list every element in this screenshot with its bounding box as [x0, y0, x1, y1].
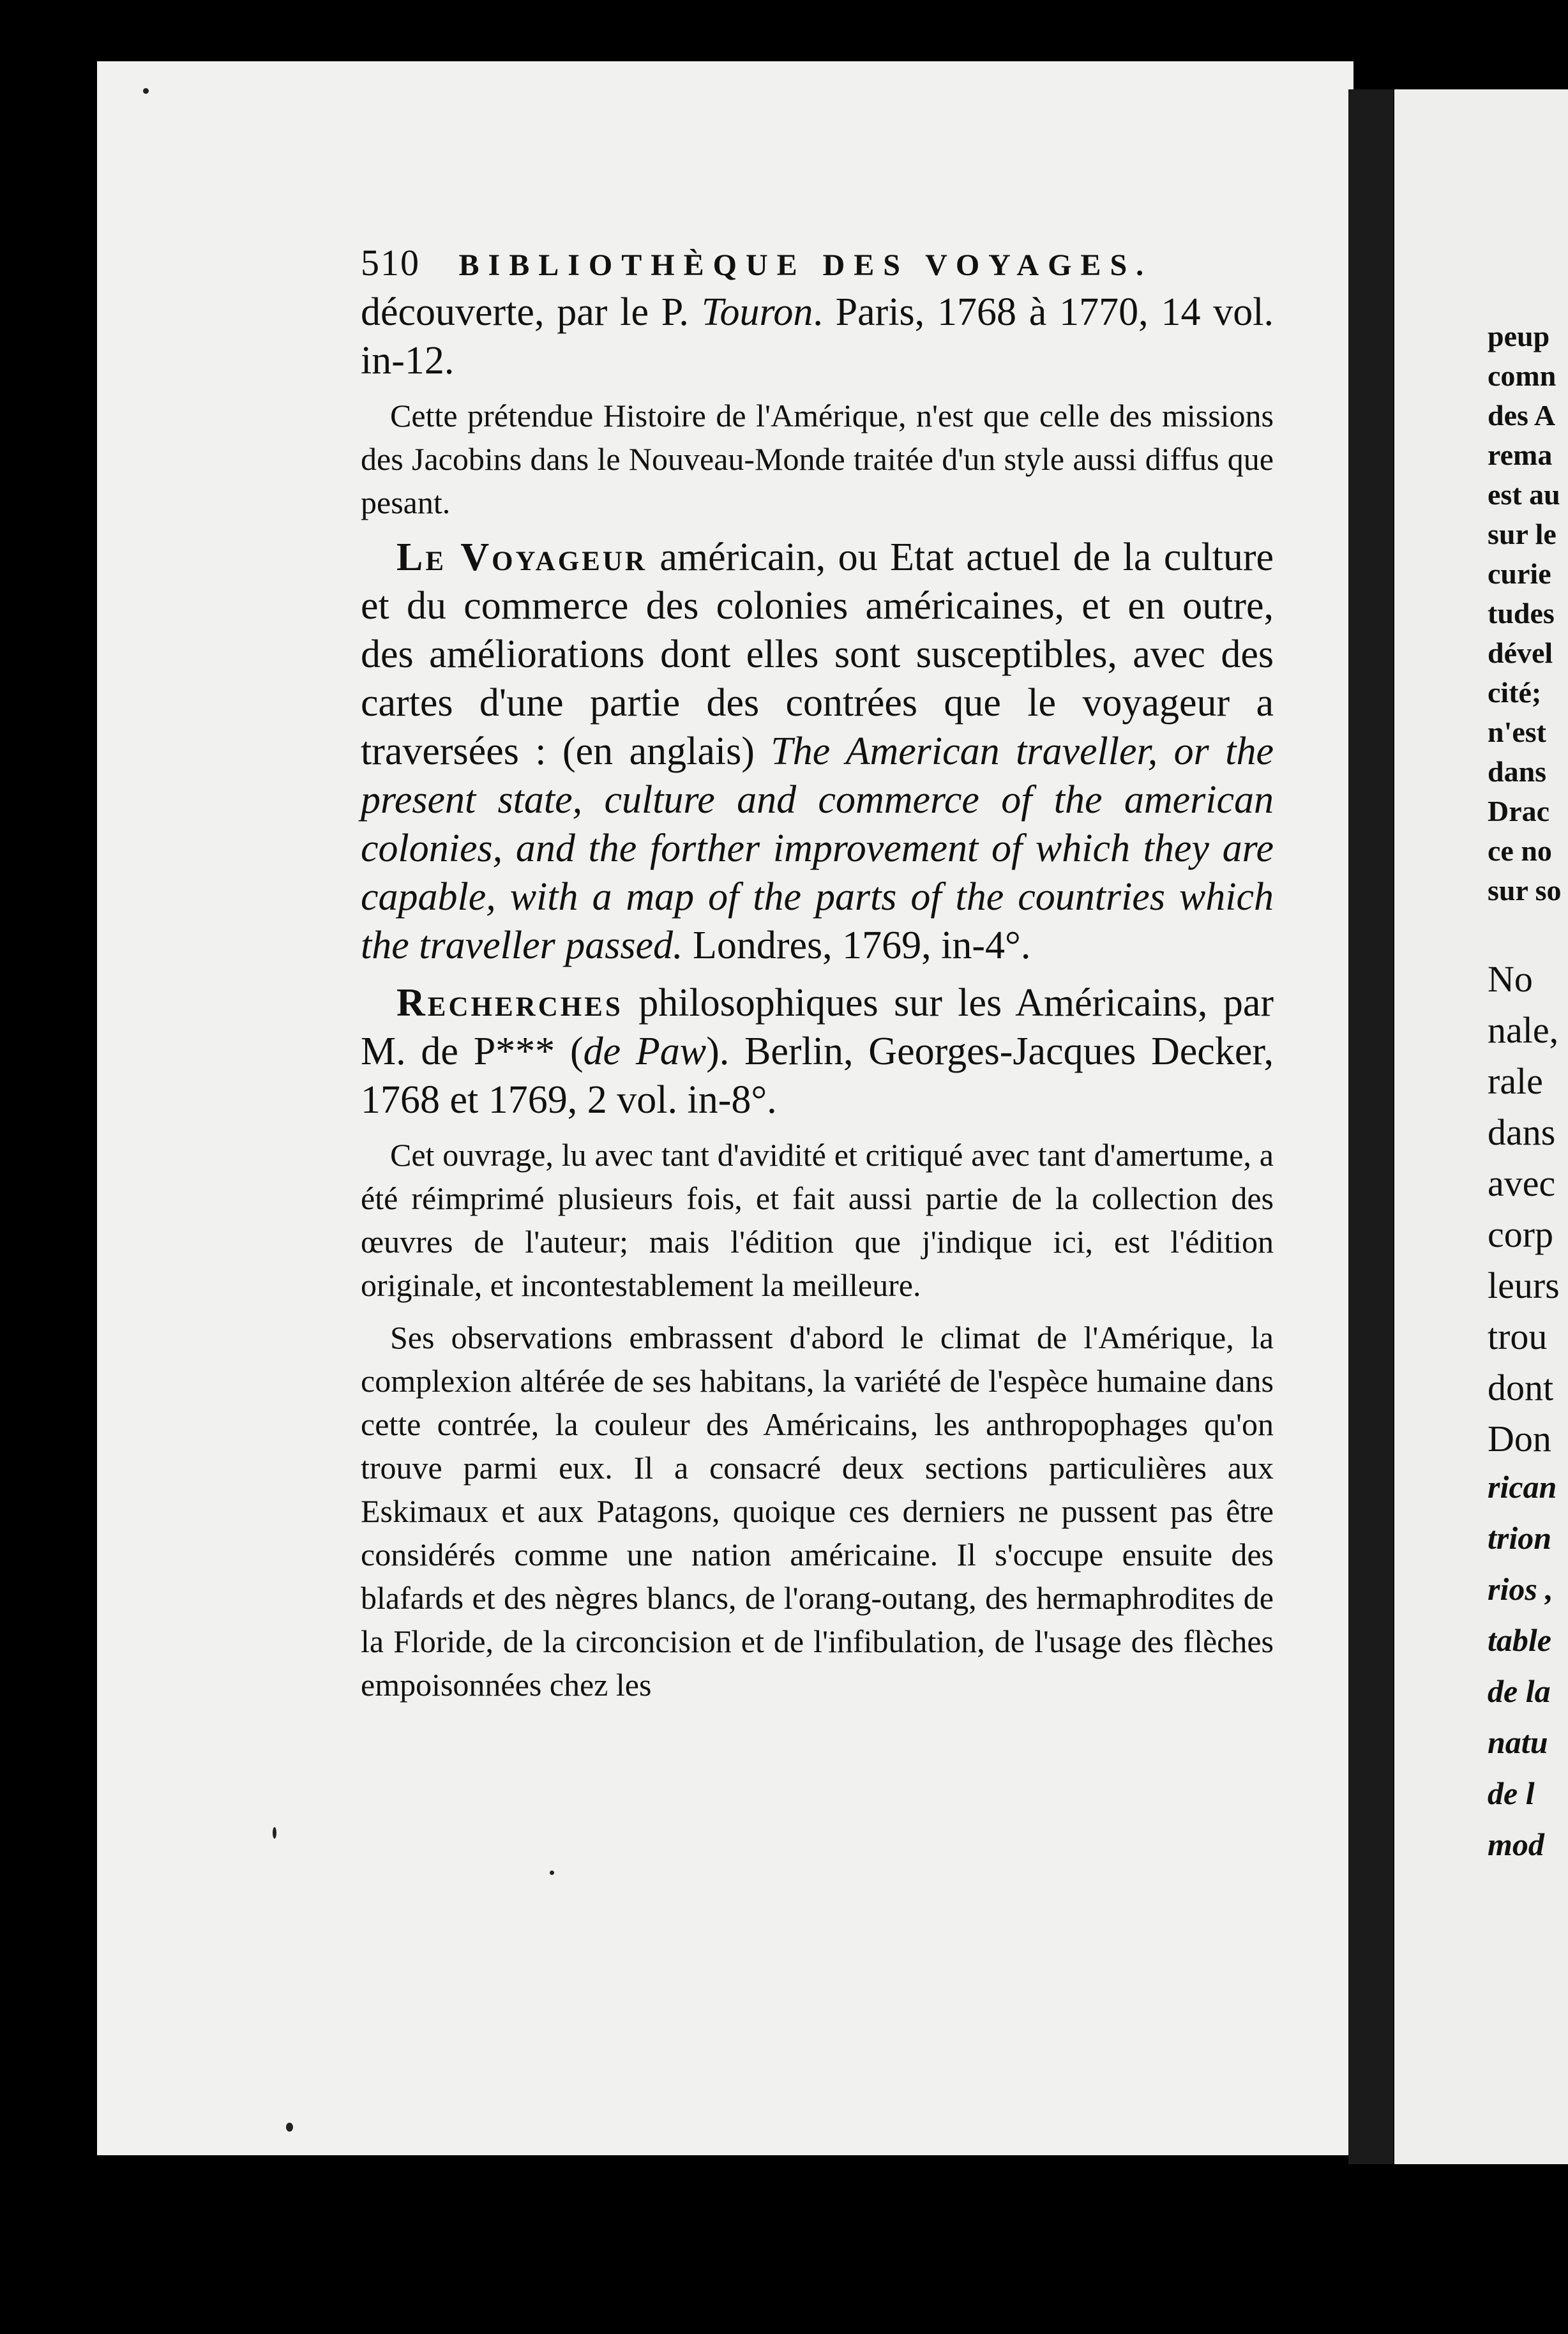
facing-fragment: Drac — [1488, 795, 1550, 827]
bibliography-entry: Le Voyageur américain, ou Etat actuel de la culture et du commerce des colonies américaines, et en outre, des améliorations dont elles sont susceptibles, avec des cartes d'une partie des contrées que le voyageur a traversées : (en anglais) The American traveller, or the present state, culture and commerce of the american colonies, and the forther improvement of which they are capable, with a map of the parts of the countries which the traveller passed. Londres, 1769, in-4°. — [361, 536, 1274, 967]
facing-fragment: sur le — [1488, 518, 1557, 550]
facing-fragment: natu — [1488, 1724, 1548, 1760]
facing-fragment: avec — [1488, 1163, 1556, 1204]
facing-fragment: dével — [1488, 636, 1553, 669]
annotation-note: Cette prétendue Histoire de l'Amérique, n'est que celle des missions des Jacobins dans le Nouveau-Monde traitée d'un style aussi diffus que pesant. — [361, 398, 1274, 520]
facing-fragment: corp — [1488, 1214, 1554, 1255]
facing-fragment: rale — [1488, 1060, 1543, 1102]
facing-fragment: Don — [1488, 1418, 1551, 1459]
page-body — [361, 241, 1274, 1715]
facing-fragment: dans — [1488, 1111, 1556, 1153]
facing-fragment: rican — [1488, 1469, 1557, 1505]
facing-fragment: sur so — [1488, 874, 1562, 907]
annotation-note: Ses observations embrassent d'abord le climat de l'Amérique, la complexion altérée de ses habitans, la variété de l'espèce humaine dans cette contrée, la couleur des Américains, les anthropophages qu'on trouve parmi eux. Il a consacré deux sections particulières aux Eskimaux et aux Patagons, quoique ces derniers ne pussent pas être considérés comme une nation américaine. Il s'occupe ensuite des blafards et des nègres blancs, de l'orang-outang, des hermaphrodites de la Floride, de la circoncision et de l'infibulation, de l'usage des flèches empoisonnées chez les — [361, 1320, 1274, 1703]
book-gutter — [1348, 89, 1393, 2164]
facing-fragment: curie — [1488, 557, 1551, 590]
speck — [550, 1871, 554, 1875]
entry-lead: Le Voyageur — [396, 536, 647, 579]
speck — [143, 88, 149, 94]
bibliography-entry: Recherches philosophiques sur les Américains, par M. de P*** (de Paw). Berlin, Georges-Jacques Decker, 1768 et 1769, 2 vol. in-8°. — [361, 981, 1274, 1122]
facing-fragment: nale, — [1488, 1009, 1559, 1051]
facing-fragment: No — [1488, 958, 1533, 1000]
facing-fragment: est au — [1488, 478, 1560, 511]
running-header — [361, 241, 1274, 284]
facing-fragment: comn — [1488, 359, 1557, 392]
facing-fragment: dans — [1488, 755, 1547, 788]
facing-fragment: table — [1488, 1622, 1551, 1658]
facing-fragment: leurs — [1488, 1265, 1560, 1306]
facing-fragment: trion — [1488, 1520, 1552, 1556]
facing-fragment: rios , — [1488, 1571, 1553, 1607]
facing-fragment: tudes — [1488, 597, 1555, 629]
facing-fragment: de la — [1488, 1673, 1551, 1709]
facing-fragment: rema — [1488, 439, 1553, 471]
facing-fragment: mod — [1488, 1826, 1544, 1862]
annotation-note: Cet ouvrage, lu avec tant d'avidité et critiqué avec tant d'amertume, a été réimprimé plusieurs fois, et fait aussi partie de la collection des œuvres de l'auteur; mais l'édition que j'indique ici, est l'édition originale, et incontestablement la meilleure. — [361, 1137, 1274, 1303]
facing-fragment: des A — [1488, 399, 1556, 432]
facing-fragment: dont — [1488, 1367, 1554, 1408]
page-number: 510 — [361, 242, 420, 283]
bibliography-entry: découverte, par le P. Touron. Paris, 1768 à 1770, 14 vol. in-12. — [361, 290, 1274, 382]
facing-fragment: ce no — [1488, 834, 1552, 867]
facing-fragment: n'est — [1488, 716, 1546, 748]
facing-fragment: peup — [1488, 320, 1550, 352]
entry-lead: Recherches — [396, 981, 623, 1025]
facing-fragment: trou — [1488, 1316, 1548, 1357]
speck — [273, 1827, 276, 1839]
facing-fragment: cité; — [1488, 676, 1542, 709]
running-title: BIBLIOTHÈQUE DES VOYAGES. — [458, 248, 1153, 282]
facing-fragment: de l — [1488, 1775, 1535, 1811]
speck — [286, 2123, 293, 2132]
